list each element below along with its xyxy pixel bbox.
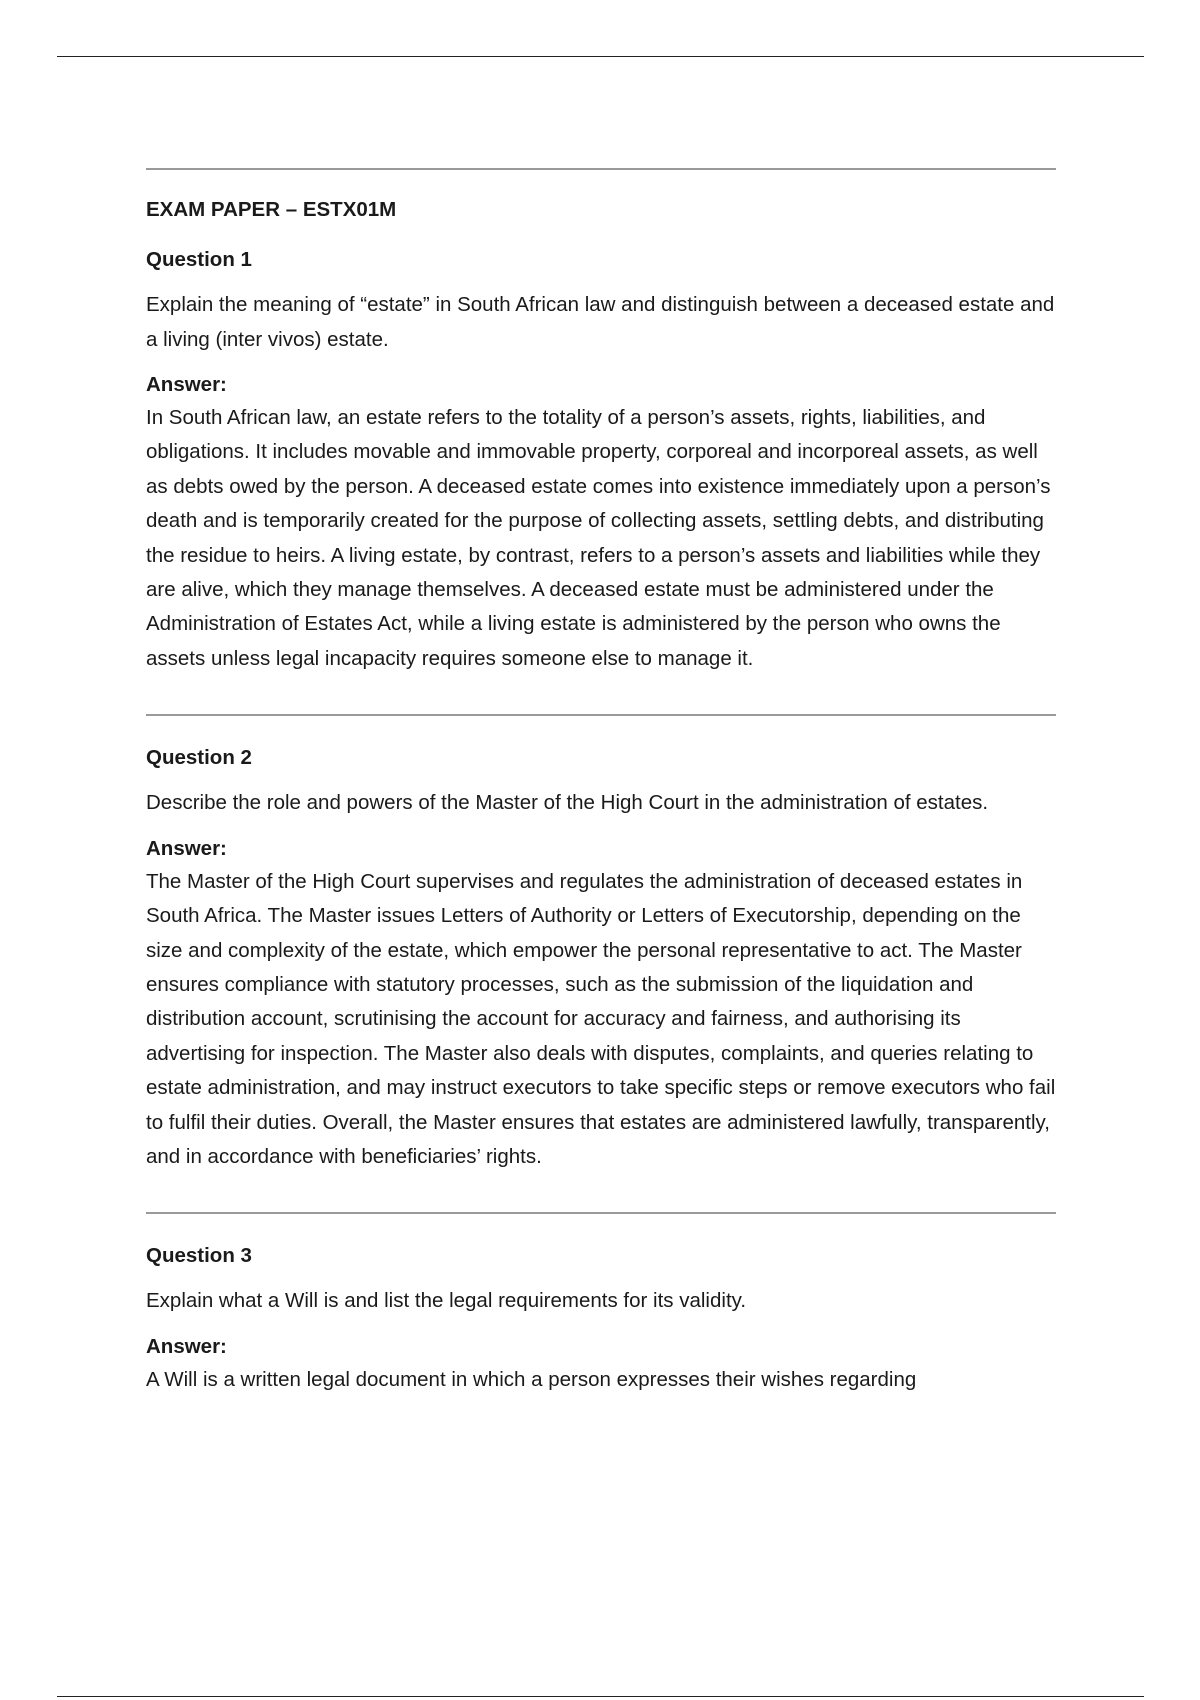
question-2-answer-label: Answer: xyxy=(146,836,227,860)
question-3-answer-label: Answer: xyxy=(146,1334,227,1358)
question-2-text: Describe the role and powers of the Master of the High Court in the administration of estates. xyxy=(146,791,989,815)
document-body xyxy=(146,168,1056,1397)
question-1-heading: Question 1 xyxy=(146,248,252,271)
question-1-section xyxy=(146,246,1056,676)
question-3-answer-text: A Will is a written legal document in which a person expresses their wishes regarding xyxy=(146,1367,917,1391)
question-3-heading: Question 3 xyxy=(146,1244,252,1268)
question-2-section xyxy=(146,744,1056,1174)
question-2-heading: Question 2 xyxy=(146,746,252,770)
question-1-text: Explain the meaning of “estate” in South African law and distinguish between a deceased estate and a living (inter vivos) estate. xyxy=(146,293,1055,351)
question-3-section xyxy=(146,1242,1056,1397)
section-divider xyxy=(146,1212,1056,1214)
question-1-answer-text: In South African law, an estate refers to the totality of a person’s assets, rights, liabilities, and obligations. It includes movable and immovable property, corporeal and incorporeal assets, as well as debts owed by the person. A deceased estate comes into existence immediately upon a person’s death and is temporarily created for the purpose of collecting assets, settling debts, and distributing the residue to heirs. A living estate, by contrast, refers to a person’s assets and liabilities while they are alive, which they manage themselves. A deceased estate must be administered under the Administration of Estates Act, while a living estate is administered by the person who owns the assets unless legal incapacity requires someone else to manage it. xyxy=(146,406,1051,670)
page-bottom-rule xyxy=(57,1696,1144,1697)
section-divider xyxy=(146,168,1056,170)
question-1-answer-label: Answer: xyxy=(146,373,227,396)
page-top-rule xyxy=(57,56,1144,57)
question-2-answer-text: The Master of the High Court supervises and regulates the administration of deceased estates in South Africa. The Master issues Letters of Authority or Letters of Executorship, depending on the size and complexity of the estate, which empower the personal representative to act. The Master ensures compliance with statutory processes, such as the submission of the liquidation and distribution account, scrutinising the account for accuracy and fairness, and authorising its advertising for inspection. The Master also deals with disputes, complaints, and queries relating to estate administration, and may instruct executors to take specific steps or remove executors who fail to fulfil their duties. Overall, the Master ensures that estates are administered lawfully, transparently, and in accordance with beneficiaries’ rights. xyxy=(146,869,1056,1168)
question-3-text: Explain what a Will is and list the legal requirements for its validity. xyxy=(146,1289,747,1313)
section-divider xyxy=(146,714,1056,716)
exam-title: EXAM PAPER – ESTX01M xyxy=(146,198,397,221)
